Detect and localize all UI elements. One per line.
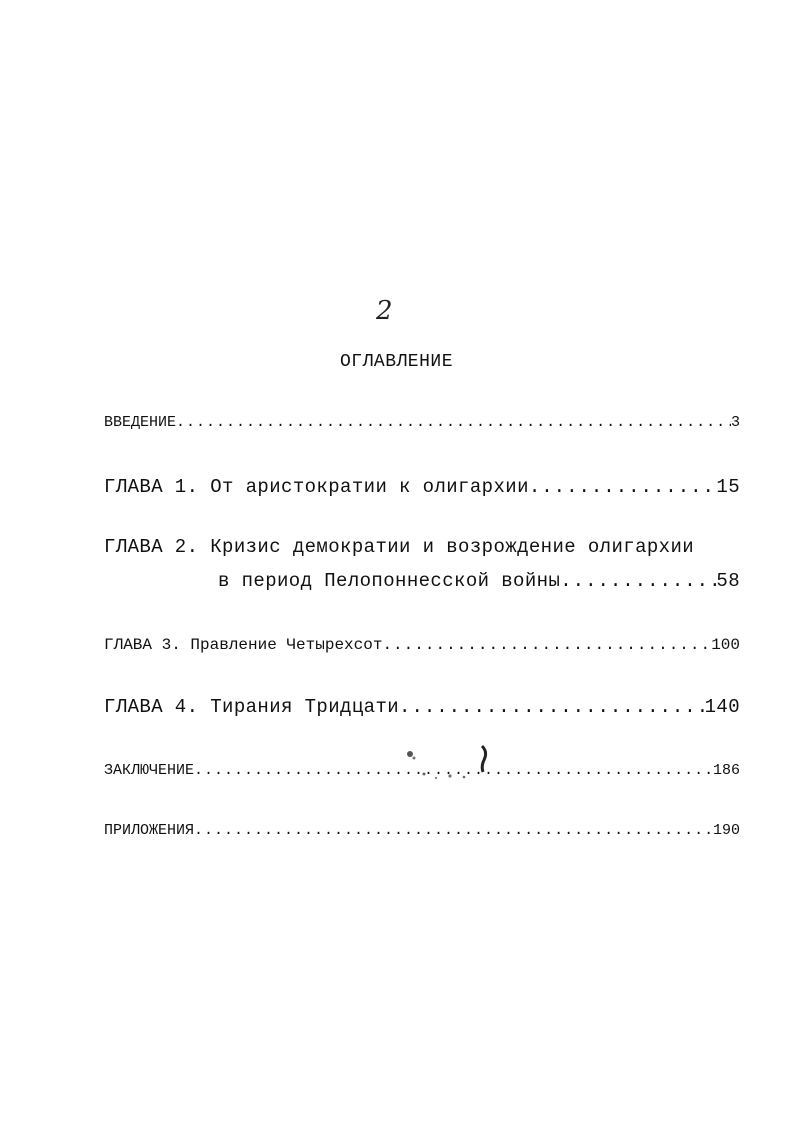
dot-leader xyxy=(529,476,717,498)
toc-entry-page: 3 xyxy=(730,414,740,431)
dot-leader xyxy=(176,414,731,431)
toc-entry-chapter-2-line-2 xyxy=(218,570,740,592)
toc-entry-label: ЗАКЛЮЧЕНИЕ xyxy=(104,762,195,779)
toc-entry-label: ГЛАВА 4. Тирания Тридцати xyxy=(104,696,400,718)
toc-entry-chapter-3 xyxy=(104,636,740,654)
toc-entry-chapter-4 xyxy=(104,696,740,718)
toc-entry-label: ВВЕДЕНИЕ xyxy=(104,414,177,431)
dot-leader xyxy=(560,570,716,592)
toc-entry-page: 186 xyxy=(712,762,740,779)
toc-entry-page: 58 xyxy=(716,570,740,592)
toc-entry-label: в период Пелопоннесской войны xyxy=(218,570,561,592)
dot-leader xyxy=(194,822,713,839)
handwritten-page-number: 2 xyxy=(376,296,393,326)
toc-entry-appendices xyxy=(104,822,740,839)
dot-leader xyxy=(399,696,705,718)
toc-entry-page: 100 xyxy=(711,636,740,654)
toc-entry-label: ГЛАВА 3. Правление Четырехсот xyxy=(104,636,383,654)
toc-entry-chapter-2-line-1: ГЛАВА 2. Кризис демократии и возрождение олигархии xyxy=(104,536,695,558)
toc-entry-page: 15 xyxy=(716,476,740,498)
toc-entry-label: ГЛАВА 1. От аристократии к олигархии xyxy=(104,476,529,498)
toc-entry-page: 190 xyxy=(712,822,740,839)
toc-entry-introduction xyxy=(104,414,740,431)
toc-entry-label: ПРИЛОЖЕНИЯ xyxy=(104,822,195,839)
toc-title: ОГЛАВЛЕНИЕ xyxy=(339,352,454,372)
ink-smudge xyxy=(402,744,492,784)
dot-leader xyxy=(382,636,711,654)
toc-entry-page: 140 xyxy=(704,696,740,718)
toc-entry-chapter-1 xyxy=(104,476,740,498)
